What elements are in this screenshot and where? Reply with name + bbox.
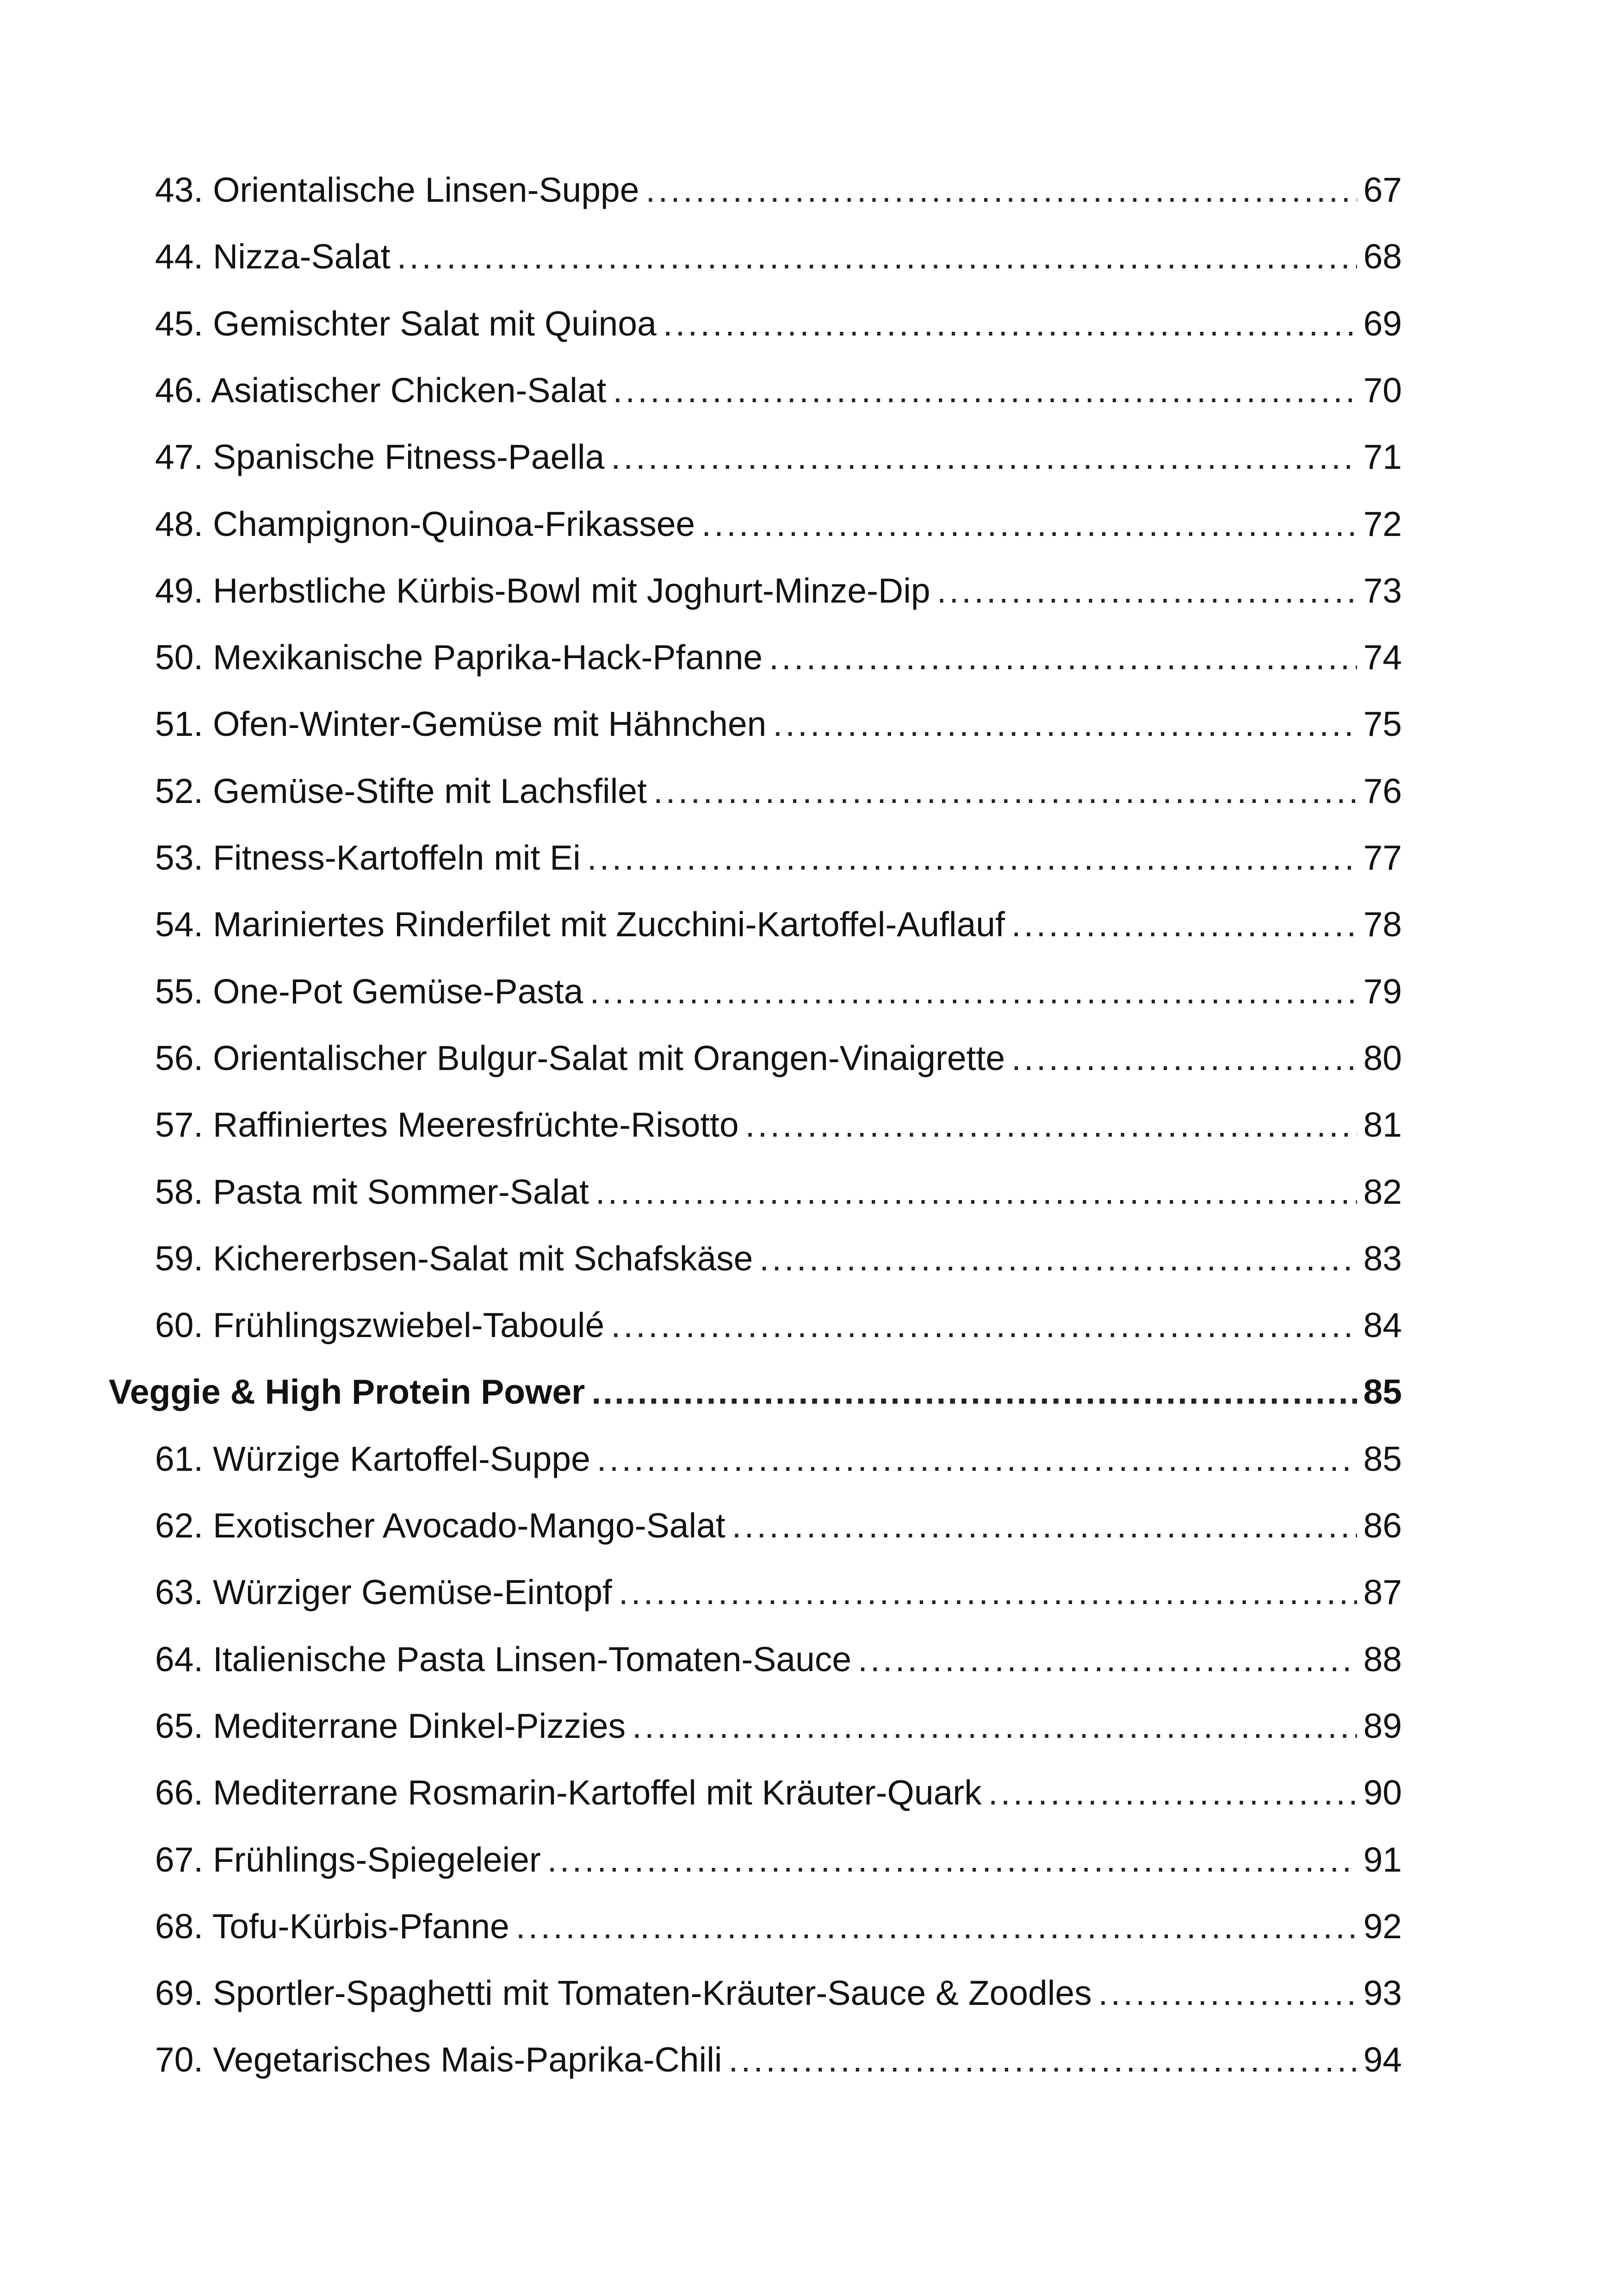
dot-leader	[663, 296, 1357, 351]
toc-page-number: 86	[1363, 1506, 1402, 1545]
dot-leader	[611, 429, 1357, 485]
toc-page-number: 68	[1363, 237, 1402, 276]
dot-leader	[1098, 1965, 1357, 2021]
toc-page-number: 94	[1363, 2040, 1402, 2079]
toc-entry-title: 45. Gemischter Salat mit Quinoa	[155, 304, 657, 343]
toc-entry-title: 58. Pasta mit Sommer-Salat	[155, 1172, 589, 1211]
toc-entry-title: 59. Kichererbsen-Salat mit Schafskäse	[155, 1239, 753, 1278]
toc-entry[interactable]	[109, 830, 1402, 885]
dot-leader	[701, 496, 1357, 552]
toc-page-number: 92	[1363, 1907, 1402, 1946]
toc-entry-title: 57. Raffiniertes Meeresfrüchte-Risotto	[155, 1105, 739, 1144]
toc-page-number: 79	[1363, 972, 1402, 1011]
toc-entry-title: 64. Italienische Pasta Linsen-Tomaten-Sauce	[155, 1640, 852, 1679]
toc-entry-title: 43. Orientalische Linsen-Suppe	[155, 170, 639, 209]
dot-leader	[773, 696, 1357, 752]
toc-entry-title: 49. Herbstliche Kürbis-Bowl mit Joghurt-Minze-Dip	[155, 571, 930, 610]
toc-entry[interactable]	[109, 296, 1402, 351]
toc-entry[interactable]	[109, 1431, 1402, 1487]
dot-leader	[587, 830, 1357, 885]
toc-page-number: 72	[1363, 504, 1402, 543]
toc-entry-title: 47. Spanische Fitness-Paella	[155, 437, 605, 476]
dot-leader	[988, 1765, 1357, 1820]
toc-page-number: 87	[1363, 1573, 1402, 1612]
dot-leader	[589, 964, 1357, 1019]
toc-page-number: 83	[1363, 1239, 1402, 1278]
toc-entry[interactable]	[109, 1631, 1402, 1687]
dot-leader	[937, 563, 1357, 618]
toc-page-number: 91	[1363, 1840, 1402, 1879]
dot-leader	[745, 1097, 1357, 1152]
toc-entry[interactable]	[109, 162, 1402, 218]
dot-leader	[759, 1231, 1357, 1286]
toc-entry[interactable]	[109, 1898, 1402, 1954]
dot-leader	[619, 1564, 1357, 1620]
toc-entry[interactable]	[109, 2032, 1402, 2087]
toc-page-number: 74	[1363, 638, 1402, 677]
toc-entry-title: 54. Mariniertes Rinderfilet mit Zucchini-Kartoffel-Auflauf	[155, 905, 1005, 944]
toc-entry-title: 44. Nizza-Salat	[155, 237, 391, 276]
toc-page-number: 70	[1363, 371, 1402, 410]
toc-entry[interactable]	[109, 362, 1402, 418]
toc-entry-title: 67. Frühlings-Spiegeleier	[155, 1840, 541, 1879]
dot-leader	[516, 1898, 1357, 1954]
toc-entry[interactable]	[109, 1965, 1402, 2021]
toc-entry[interactable]	[109, 1231, 1402, 1286]
toc-entry-title: 62. Exotischer Avocado-Mango-Salat	[155, 1506, 725, 1545]
toc-entry[interactable]	[109, 1564, 1402, 1620]
dot-leader	[632, 1698, 1357, 1754]
toc-page-number: 88	[1363, 1640, 1402, 1679]
toc-entry[interactable]	[109, 696, 1402, 752]
toc-page-number: 93	[1363, 1973, 1402, 2012]
toc-entry[interactable]	[109, 1698, 1402, 1754]
toc-entry[interactable]	[109, 229, 1402, 284]
toc-page-number: 71	[1363, 437, 1402, 476]
toc-section-heading[interactable]	[109, 1364, 1402, 1419]
toc-entry-title: 60. Frühlingszwiebel-Taboulé	[155, 1306, 605, 1344]
toc-entry-title: 65. Mediterrane Dinkel-Pizzies	[155, 1706, 626, 1745]
toc-page-number: 73	[1363, 571, 1402, 610]
toc-entry[interactable]	[109, 1030, 1402, 1086]
toc-page-number: 85	[1363, 1372, 1402, 1411]
toc-page-number: 84	[1363, 1306, 1402, 1344]
dot-leader	[591, 1364, 1357, 1419]
dot-leader	[397, 229, 1357, 284]
toc-entry-title: 56. Orientalischer Bulgur-Salat mit Orangen-Vinaigrette	[155, 1039, 1005, 1077]
dot-leader	[1011, 896, 1357, 952]
dot-leader	[595, 1164, 1357, 1220]
toc-entry[interactable]	[109, 896, 1402, 952]
toc-entry-title: 63. Würziger Gemüse-Eintopf	[155, 1573, 612, 1612]
toc-page-number: 75	[1363, 704, 1402, 743]
toc-entry-title: 51. Ofen-Winter-Gemüse mit Hähnchen	[155, 704, 767, 743]
toc-page-number: 85	[1363, 1439, 1402, 1478]
dot-leader	[597, 1431, 1357, 1487]
toc-entry[interactable]	[109, 1297, 1402, 1353]
dot-leader	[732, 1498, 1357, 1553]
toc-entry[interactable]	[109, 1765, 1402, 1820]
toc-entry[interactable]	[109, 964, 1402, 1019]
toc-entry-title: 69. Sportler-Spaghetti mit Tomaten-Kräuter-Sauce & Zoodles	[155, 1973, 1092, 2012]
toc-page-number: 81	[1363, 1105, 1402, 1144]
toc-entry[interactable]	[109, 763, 1402, 819]
dot-leader	[547, 1832, 1357, 1887]
toc-entry-title: 68. Tofu-Kürbis-Pfanne	[155, 1907, 509, 1946]
toc-entry[interactable]	[109, 429, 1402, 485]
toc-page-number: 67	[1363, 170, 1402, 209]
dot-leader	[858, 1631, 1357, 1687]
toc-entry-title: 61. Würzige Kartoffel-Suppe	[155, 1439, 590, 1478]
toc-page-number: 82	[1363, 1172, 1402, 1211]
toc-entry-title: Veggie & High Protein Power	[109, 1372, 585, 1411]
toc-page-number: 69	[1363, 304, 1402, 343]
dot-leader	[769, 629, 1357, 685]
toc-entry-title: 46. Asiatischer Chicken-Salat	[155, 371, 607, 410]
toc-page-number: 90	[1363, 1773, 1402, 1812]
toc-entry-title: 53. Fitness-Kartoffeln mit Ei	[155, 838, 581, 877]
toc-page-number: 78	[1363, 905, 1402, 944]
toc-entry-title: 55. One-Pot Gemüse-Pasta	[155, 972, 583, 1011]
dot-leader	[1011, 1030, 1357, 1086]
dot-leader	[653, 763, 1357, 819]
toc-entry-title: 66. Mediterrane Rosmarin-Kartoffel mit Kräuter-Quark	[155, 1773, 982, 1812]
toc-page-number: 76	[1363, 772, 1402, 810]
dot-leader	[645, 162, 1357, 218]
toc-entry[interactable]	[109, 563, 1402, 618]
toc-entry[interactable]	[109, 1097, 1402, 1152]
toc-page-number: 89	[1363, 1706, 1402, 1745]
toc-page-number: 77	[1363, 838, 1402, 877]
toc-entry[interactable]	[109, 496, 1402, 552]
toc-entry-title: 48. Champignon-Quinoa-Frikassee	[155, 504, 695, 543]
toc-entry-title: 52. Gemüse-Stifte mit Lachsfilet	[155, 772, 647, 810]
dot-leader	[613, 362, 1357, 418]
dot-leader	[729, 2032, 1357, 2087]
toc-entry[interactable]	[109, 629, 1402, 685]
toc-entry[interactable]	[109, 1498, 1402, 1553]
toc-entry-title: 70. Vegetarisches Mais-Paprika-Chili	[155, 2040, 722, 2079]
toc-page-number: 80	[1363, 1039, 1402, 1077]
toc-entry[interactable]	[109, 1164, 1402, 1220]
toc-entry[interactable]	[109, 1832, 1402, 1887]
dot-leader	[611, 1297, 1357, 1353]
toc-entry-title: 50. Mexikanische Paprika-Hack-Pfanne	[155, 638, 763, 677]
